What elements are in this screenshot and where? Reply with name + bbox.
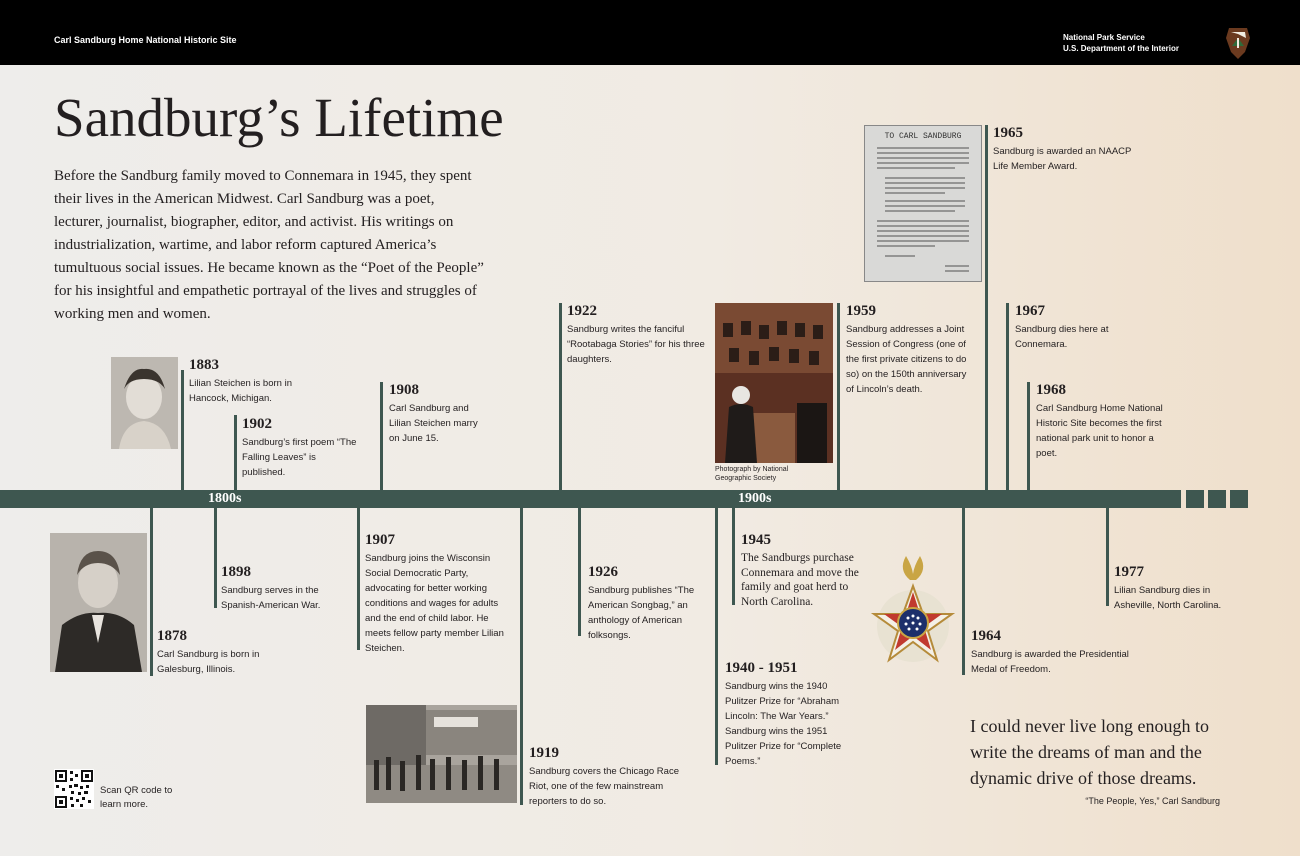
agency-line-1: National Park Service: [1063, 33, 1145, 42]
event-year: 1968: [1036, 382, 1066, 398]
event-1965: [993, 124, 1133, 174]
event-year: 1940 - 1951: [725, 660, 798, 676]
agency-block: [1063, 32, 1179, 54]
lilian-portrait-photo: [111, 357, 178, 449]
event-1907: [365, 531, 515, 656]
chicago-riot-photo: [366, 705, 517, 803]
photo-caption: Photograph by National Geographic Society: [715, 466, 789, 482]
event-year: 1965: [993, 125, 1023, 141]
event-text: Sandburg dies here at Connemara.: [1015, 324, 1109, 350]
event-text: Carl Sandburg is born in Galesburg, Illinois.: [157, 649, 260, 675]
event-text: Sandburg covers the Chicago Race Riot, one of the few mainstream reporters to do so.: [529, 766, 679, 807]
connector-1898: [214, 508, 217, 608]
event-text: Sandburg’s first poem “The Falling Leaves” is published.: [242, 437, 357, 478]
event-1959: [846, 302, 971, 397]
page-title: Sandburg’s Lifetime: [54, 87, 504, 148]
event-text: Sandburg wins the 1940 Pulitzer Prize for “Abraham Lincoln: The War Years.” Sandburg wins the 1951 Pulitzer Prize for “Complete Poems.”: [725, 681, 842, 767]
connector-1922: [559, 303, 562, 490]
congress-address-photo: [715, 303, 833, 463]
connector-1926: [578, 508, 581, 636]
event-year: 1977: [1114, 564, 1144, 580]
event-text: Lilian Sandburg dies in Asheville, North Carolina.: [1114, 585, 1222, 611]
event-year: 1959: [846, 303, 876, 319]
event-text: Carl Sandburg and Lilian Steichen marry on June 15.: [389, 403, 478, 444]
event-year: 1926: [588, 564, 618, 580]
era-label-1900s: 1900s: [738, 491, 772, 506]
event-text: Sandburg publishes “The American Songbag,” an anthology of American folksongs.: [588, 585, 695, 641]
event-1967: [1015, 302, 1130, 352]
connector-1968: [1027, 382, 1030, 490]
medal-of-freedom-icon: [868, 556, 958, 670]
connector-1959: [837, 303, 840, 490]
era-label-1800s: 1800s: [208, 491, 242, 506]
event-1898: [221, 563, 346, 613]
event-year: 1907: [365, 532, 395, 548]
connector-1878: [150, 508, 153, 676]
event-text: Sandburg is awarded the Presidential Medal of Freedom.: [971, 649, 1129, 675]
event-year: 1898: [221, 564, 251, 580]
quote-source: “The People, Yes,” Carl Sandburg: [1085, 796, 1220, 806]
connector-1907: [357, 508, 360, 650]
event-year: 1908: [389, 382, 419, 398]
event-year: 1878: [157, 628, 187, 644]
header-bar: [0, 0, 1300, 65]
qr-code-icon[interactable]: [54, 769, 94, 809]
connector-1977: [1106, 508, 1109, 606]
event-1878: [157, 627, 287, 677]
event-1922: [567, 302, 709, 367]
event-text: Sandburg addresses a Joint Session of Congress (one of the first private citizens to do so) on the 150th anniversary of Lincoln’s death.: [846, 324, 967, 395]
letter-title: TO CARL SANDBURG: [884, 132, 962, 141]
letter-text-lines: [865, 126, 981, 281]
nps-arrowhead-icon: [1223, 24, 1253, 60]
connector-1902: [234, 415, 237, 490]
timeline-end-square: [1208, 490, 1226, 508]
connector-1945: [732, 508, 735, 605]
event-text: Carl Sandburg Home National Historic Site becomes the first national park unit to honor a poet.: [1036, 403, 1163, 459]
event-year: 1919: [529, 745, 559, 761]
event-text: Sandburg serves in the Spanish-American War.: [221, 585, 321, 611]
connector-1965: [985, 125, 988, 490]
timeline-end-square: [1230, 490, 1248, 508]
event-1964: [971, 627, 1131, 677]
quote-text: I could never live long enough to write the dreams of man and the dynamic drive of those dreams.: [970, 716, 1209, 788]
event-text: Lilian Steichen is born in Hancock, Michigan.: [189, 378, 292, 404]
connector-1967: [1006, 303, 1009, 490]
event-year: 1902: [242, 416, 272, 432]
event-year: 1883: [189, 357, 219, 373]
event-year: 1922: [567, 303, 597, 319]
timeline-end-square: [1186, 490, 1204, 508]
event-1902: [242, 415, 357, 480]
event-1945: [741, 531, 871, 609]
event-1919: [529, 744, 679, 809]
event-year: 1964: [971, 628, 1001, 644]
event-1908: [389, 381, 489, 446]
connector-1940: [715, 508, 718, 765]
event-text: Sandburg joins the Wisconsin Social Democratic Party, advocating for better working conditions and wages for adults and the end of child labor. He meets fellow party member Lilian Steichen.: [365, 553, 504, 654]
naacp-letter-photo: [864, 125, 982, 282]
agency-line-2: U.S. Department of the Interior: [1063, 44, 1180, 53]
event-1883: [189, 356, 319, 406]
event-1968: [1036, 381, 1171, 461]
site-name: Carl Sandburg Home National Historic Site: [54, 35, 237, 45]
connector-1964: [962, 508, 965, 675]
event-text: Sandburg is awarded an NAACP Life Member Award.: [993, 146, 1132, 172]
event-1977: [1114, 563, 1244, 613]
carl-child-portrait-photo: [50, 533, 147, 672]
event-1926: [588, 563, 708, 643]
qr-caption: Scan QR code to learn more.: [100, 785, 173, 810]
event-text: The Sandburgs purchase Connemara and move the family and goat herd to North Carolina.: [741, 552, 859, 608]
connector-1883: [181, 370, 184, 490]
event-text: Sandburg writes the fanciful “Rootabaga Stories” for his three daughters.: [567, 324, 705, 365]
timeline-bar: [0, 490, 1181, 508]
intro-paragraph: Before the Sandburg family moved to Connemara in 1945, they spent their lives in the American Midwest. Carl Sandburg was a poet, lecturer, journalist, biographer, editor, and activist. His writings on industrialization, wartime, and labor reform captured America’s tumultuous social issues. He became known as the “Poet of the People” for his insightful and empathetic portrayal of the lives and struggles of working men and women.: [54, 168, 484, 322]
connector-1908: [380, 382, 383, 490]
event-1940-1951: [725, 659, 855, 769]
event-year: 1945: [741, 532, 771, 548]
connector-1919: [520, 508, 523, 805]
event-year: 1967: [1015, 303, 1045, 319]
